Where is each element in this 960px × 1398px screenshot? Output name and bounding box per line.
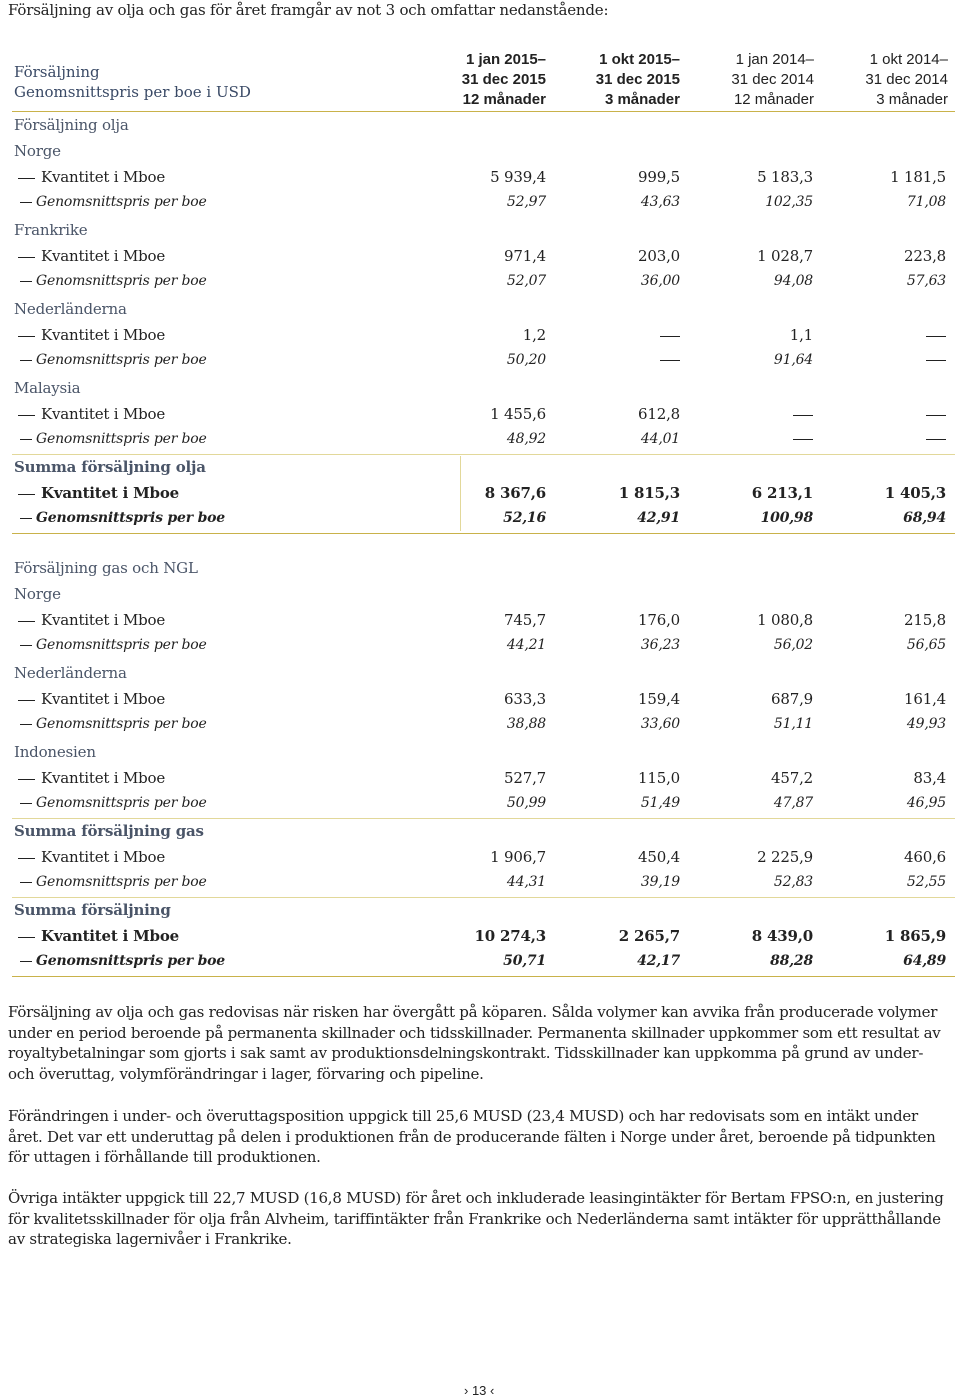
- oil-malaysia-qty-value-0: 1 455,6: [490, 405, 546, 423]
- gas-netherlands-price-label: Genomsnittspris per boe: [14, 716, 207, 732]
- oil-france-qty: [12, 244, 955, 270]
- gas-heading: [12, 556, 955, 582]
- grand-total-qty-value-1: 2 265,7: [618, 927, 680, 945]
- gas-indonesia-price-value-0: 50,99: [506, 795, 546, 811]
- empty-dash-icon: [660, 360, 680, 361]
- empty-dash-icon: [926, 360, 946, 361]
- gas-norway-price-value-1: 36,23: [640, 637, 680, 653]
- gas-total-price-label: Genomsnittspris per boe: [14, 874, 207, 890]
- oil-norway-price-value-2: 102,35: [765, 194, 813, 210]
- page-number: › 13 ‹: [464, 1383, 495, 1398]
- oil-france-name-label: Frankrike: [14, 221, 88, 239]
- dash-icon: [20, 281, 32, 282]
- grand-total-price-value-3: 64,89: [903, 953, 946, 969]
- gas-indonesia-price: [12, 792, 955, 818]
- oil-france-qty-value-0: 971,4: [504, 247, 546, 265]
- oil-norway-price-value-3: 71,08: [906, 194, 946, 210]
- grand-total-qty-value-0: 10 274,3: [474, 927, 546, 945]
- grand-total-price-label: Genomsnittspris per boe: [14, 953, 225, 969]
- oil-norway-price: [12, 191, 955, 217]
- gas-netherlands-price-value-2: 51,11: [773, 716, 813, 732]
- gas-norway-qty-value-0: 745,7: [504, 611, 546, 629]
- gas-indonesia-price-value-2: 47,87: [773, 795, 813, 811]
- dash-icon: [18, 415, 35, 416]
- gas-norway-qty-label: Kvantitet i Mboe: [14, 611, 165, 629]
- empty-dash-icon: [793, 415, 813, 416]
- oil-netherlands-price-value-3: [826, 352, 946, 368]
- oil-netherlands-qty-value-2: 1,1: [789, 326, 813, 344]
- paragraph-0: Försäljning av olja och gas redovisas när risken har övergått på köparen. Sålda volymer kan avvika från producerade volymer under en period beroende på permanenta skillnader och tidsskillnader. Permanenta skillnader uppkommer som ett resultat av royaltybetalningar som gjorts i sak samt av produktionsdelningskontrakt. Tidsskillnader kan uppkomma på grund av under- och överuttag, volymförändringar i lager, förvaring och pipeline.: [8, 1003, 941, 1083]
- oil-malaysia-price-value-0: 48,92: [506, 431, 546, 447]
- gas-norway-qty-value-1: 176,0: [638, 611, 680, 629]
- empty-dash-icon: [660, 336, 680, 337]
- oil-netherlands-qty-value-3: [826, 326, 946, 344]
- oil-malaysia-price-value-3: [826, 431, 946, 447]
- gas-netherlands-price-value-1: 33,60: [640, 716, 680, 732]
- dash-icon: [20, 882, 32, 883]
- gas-indonesia-qty-value-3: 83,4: [913, 769, 946, 787]
- oil-norway-name-label: Norge: [14, 142, 61, 160]
- oil-malaysia-qty: [12, 402, 955, 428]
- oil-malaysia-price-value-1: 44,01: [640, 431, 680, 447]
- grand-total-price-value-2: 88,28: [770, 953, 813, 969]
- dash-icon: [20, 202, 32, 203]
- oil-netherlands-qty-label: Kvantitet i Mboe: [14, 326, 165, 344]
- gas-netherlands-qty-label: Kvantitet i Mboe: [14, 690, 165, 708]
- gas-total-qty-label: Kvantitet i Mboe: [14, 848, 165, 866]
- gas-total-qty-value-1: 450,4: [638, 848, 680, 866]
- dash-icon: [18, 621, 35, 622]
- oil-norway-price-value-0: 52,97: [506, 194, 546, 210]
- oil-total-price-label: Genomsnittspris per boe: [14, 510, 225, 526]
- dash-icon: [18, 494, 35, 495]
- gas-indonesia-qty-value-2: 457,2: [771, 769, 813, 787]
- oil-total-qty-value-0: 8 367,6: [484, 484, 546, 502]
- grand-total-price-value-0: 50,71: [503, 953, 546, 969]
- oil-norway-price-label: Genomsnittspris per boe: [14, 194, 207, 210]
- oil-netherlands-price-value-2: 91,64: [773, 352, 813, 368]
- oil-total-price-value-2: 100,98: [760, 510, 813, 526]
- gas-total-price-value-0: 44,31: [506, 874, 546, 890]
- gas-heading-label: Försäljning gas och NGL: [14, 559, 198, 577]
- grand-total-qty: [12, 924, 955, 950]
- gas-netherlands-price-value-3: 49,93: [906, 716, 946, 732]
- col-rule: [460, 456, 461, 531]
- gas-norway-qty: [12, 608, 955, 634]
- oil-total-name-label: Summa försäljning olja: [14, 458, 206, 476]
- gas-indonesia-price-label: Genomsnittspris per boe: [14, 795, 207, 811]
- oil-norway-qty-value-3: 1 181,5: [890, 168, 946, 186]
- oil-norway-name: [12, 139, 955, 165]
- oil-norway-qty-value-2: 5 183,3: [757, 168, 813, 186]
- dash-icon: [18, 937, 35, 938]
- gas-netherlands-name: [12, 661, 955, 687]
- gas-norway-price-value-0: 44,21: [506, 637, 546, 653]
- header-subtitle: Genomsnittspris per boe i USD: [14, 83, 251, 101]
- gas-total-qty-value-2: 2 225,9: [757, 848, 813, 866]
- dash-icon: [20, 518, 32, 519]
- row-rule: [12, 111, 955, 112]
- paragraph-2: Övriga intäkter uppgick till 22,7 MUSD (16,8 MUSD) för året och inkluderade leasingintäkter för Bertam FPSO:n, en justering för kvalitetsskillnader för olja från Alvheim, tariffintäkter från Frankrike och Nederländerna samt intäkter för upprätthållande av strategiska lagernivåer i Frankrike.: [8, 1189, 944, 1249]
- dash-icon: [20, 645, 32, 646]
- dash-icon: [20, 360, 32, 361]
- oil-malaysia-qty-value-1: 612,8: [638, 405, 680, 423]
- row-rule: [12, 976, 955, 977]
- oil-norway-qty-value-1: 999,5: [638, 168, 680, 186]
- grand-total-qty-label: Kvantitet i Mboe: [14, 927, 179, 945]
- grand-total-price-value-1: 42,17: [637, 953, 680, 969]
- oil-netherlands-price-value-0: 50,20: [506, 352, 546, 368]
- gas-total-price-value-2: 52,83: [773, 874, 813, 890]
- paragraph-1: Förändringen i under- och överuttagsposition uppgick till 25,6 MUSD (23,4 MUSD) och har redovisats som en intäkt under året. Det var ett underuttag på delen i produktionen från de producerande fälten i Norge under året, beroende på tidpunkten för uttagen i förhållande till produktionen.: [8, 1107, 936, 1167]
- oil-netherlands-qty-value-0: 1,2: [522, 326, 546, 344]
- oil-france-qty-value-2: 1 028,7: [757, 247, 813, 265]
- row-rule: [12, 533, 955, 534]
- dash-icon: [20, 961, 32, 962]
- header-title: Försäljning: [14, 63, 100, 81]
- intro-text: Försäljning av olja och gas för året framgår av not 3 och omfattar nedanstående:: [8, 1, 609, 19]
- oil-malaysia-qty-label: Kvantitet i Mboe: [14, 405, 165, 423]
- oil-netherlands-price-value-1: [560, 352, 680, 368]
- gas-indonesia-qty-value-1: 115,0: [638, 769, 680, 787]
- grand-total-name-label: Summa försäljning: [14, 901, 171, 919]
- empty-dash-icon: [793, 439, 813, 440]
- oil-netherlands-price: [12, 349, 955, 375]
- oil-total-price: [12, 507, 955, 533]
- dash-icon: [18, 700, 35, 701]
- oil-malaysia-price-label: Genomsnittspris per boe: [14, 431, 207, 447]
- oil-total-name: [12, 455, 955, 481]
- gas-netherlands-qty-value-2: 687,9: [771, 690, 813, 708]
- oil-heading: [12, 113, 955, 139]
- oil-total-price-value-1: 42,91: [637, 510, 680, 526]
- gas-total-qty: [12, 845, 955, 871]
- oil-total-price-value-0: 52,16: [503, 510, 546, 526]
- oil-total-qty-label: Kvantitet i Mboe: [14, 484, 179, 502]
- dash-icon: [18, 178, 35, 179]
- gas-total-name: [12, 819, 955, 845]
- oil-total-qty-value-3: 1 405,3: [884, 484, 946, 502]
- oil-malaysia-qty-value-2: [693, 405, 813, 423]
- gas-indonesia-qty-label: Kvantitet i Mboe: [14, 769, 165, 787]
- gas-indonesia-price-value-1: 51,49: [640, 795, 680, 811]
- gas-total-price-value-1: 39,19: [640, 874, 680, 890]
- gas-norway-price-label: Genomsnittspris per boe: [14, 637, 207, 653]
- oil-france-price-value-3: 57,63: [906, 273, 946, 289]
- oil-france-qty-value-1: 203,0: [638, 247, 680, 265]
- oil-netherlands-name-label: Nederländerna: [14, 300, 127, 318]
- dash-icon: [20, 803, 32, 804]
- grand-total-qty-value-2: 8 439,0: [751, 927, 813, 945]
- gas-total-price-value-3: 52,55: [906, 874, 946, 890]
- oil-france-qty-label: Kvantitet i Mboe: [14, 247, 165, 265]
- oil-france-name: [12, 218, 955, 244]
- gas-netherlands-qty: [12, 687, 955, 713]
- oil-france-price: [12, 270, 955, 296]
- oil-netherlands-qty-value-1: [560, 326, 680, 344]
- gas-netherlands-qty-value-1: 159,4: [638, 690, 680, 708]
- oil-netherlands-name: [12, 297, 955, 323]
- header-label: [14, 62, 251, 102]
- gas-norway-qty-value-2: 1 080,8: [757, 611, 813, 629]
- gas-norway-price-value-3: 56,65: [906, 637, 946, 653]
- dash-icon: [18, 779, 35, 780]
- dash-icon: [20, 439, 32, 440]
- gas-norway-qty-value-3: 215,8: [904, 611, 946, 629]
- empty-dash-icon: [926, 415, 946, 416]
- oil-malaysia-name: [12, 376, 955, 402]
- oil-malaysia-price-value-2: [693, 431, 813, 447]
- oil-heading-label: Försäljning olja: [14, 116, 129, 134]
- gas-netherlands-price: [12, 713, 955, 739]
- gas-total-qty-value-3: 460,6: [904, 848, 946, 866]
- header-col-2: 1 jan 2014– 31 dec 2014 12 månader: [731, 51, 814, 108]
- oil-france-price-value-0: 52,07: [506, 273, 546, 289]
- grand-total-price: [12, 950, 955, 976]
- gas-norway-name-label: Norge: [14, 585, 61, 603]
- gas-indonesia-name: [12, 740, 955, 766]
- gas-total-qty-value-0: 1 906,7: [490, 848, 546, 866]
- dash-icon: [18, 858, 35, 859]
- gas-norway-price: [12, 634, 955, 660]
- gas-netherlands-qty-value-3: 161,4: [904, 690, 946, 708]
- oil-norway-price-value-1: 43,63: [640, 194, 680, 210]
- grand-total-name: [12, 898, 955, 924]
- oil-netherlands-price-label: Genomsnittspris per boe: [14, 352, 207, 368]
- dash-icon: [20, 724, 32, 725]
- oil-malaysia-price: [12, 428, 955, 454]
- oil-total-qty: [12, 481, 955, 507]
- header-col-0: 1 jan 2015– 31 dec 2015 12 månader: [461, 51, 546, 108]
- gas-norway-name: [12, 582, 955, 608]
- header-col-3: 1 okt 2014– 31 dec 2014 3 månader: [865, 51, 948, 108]
- dash-icon: [18, 257, 35, 258]
- oil-netherlands-qty: [12, 323, 955, 349]
- gas-indonesia-price-value-3: 46,95: [906, 795, 946, 811]
- gas-netherlands-name-label: Nederländerna: [14, 664, 127, 682]
- dash-icon: [18, 336, 35, 337]
- table-header: [12, 46, 955, 112]
- oil-france-price-value-1: 36,00: [640, 273, 680, 289]
- empty-dash-icon: [926, 439, 946, 440]
- grand-total-qty-value-3: 1 865,9: [884, 927, 946, 945]
- oil-france-price-label: Genomsnittspris per boe: [14, 273, 207, 289]
- gas-norway-price-value-2: 56,02: [773, 637, 813, 653]
- oil-malaysia-qty-value-3: [826, 405, 946, 423]
- sales-table: [12, 0, 955, 1000]
- oil-norway-qty-value-0: 5 939,4: [490, 168, 546, 186]
- gas-netherlands-price-value-0: 38,88: [506, 716, 546, 732]
- oil-total-price-value-3: 68,94: [903, 510, 946, 526]
- oil-france-qty-value-3: 223,8: [904, 247, 946, 265]
- oil-norway-qty: [12, 165, 955, 191]
- gas-indonesia-qty-value-0: 527,7: [504, 769, 546, 787]
- header-col-1: 1 okt 2015– 31 dec 2015 3 månader: [595, 51, 680, 108]
- gas-netherlands-qty-value-0: 633,3: [504, 690, 546, 708]
- oil-france-price-value-2: 94,08: [773, 273, 813, 289]
- oil-total-qty-value-1: 1 815,3: [618, 484, 680, 502]
- oil-norway-qty-label: Kvantitet i Mboe: [14, 168, 165, 186]
- gas-indonesia-qty: [12, 766, 955, 792]
- gas-indonesia-name-label: Indonesien: [14, 743, 96, 761]
- oil-total-qty-value-2: 6 213,1: [751, 484, 813, 502]
- gas-total-name-label: Summa försäljning gas: [14, 822, 204, 840]
- oil-malaysia-name-label: Malaysia: [14, 379, 81, 397]
- empty-dash-icon: [926, 336, 946, 337]
- gas-total-price: [12, 871, 955, 897]
